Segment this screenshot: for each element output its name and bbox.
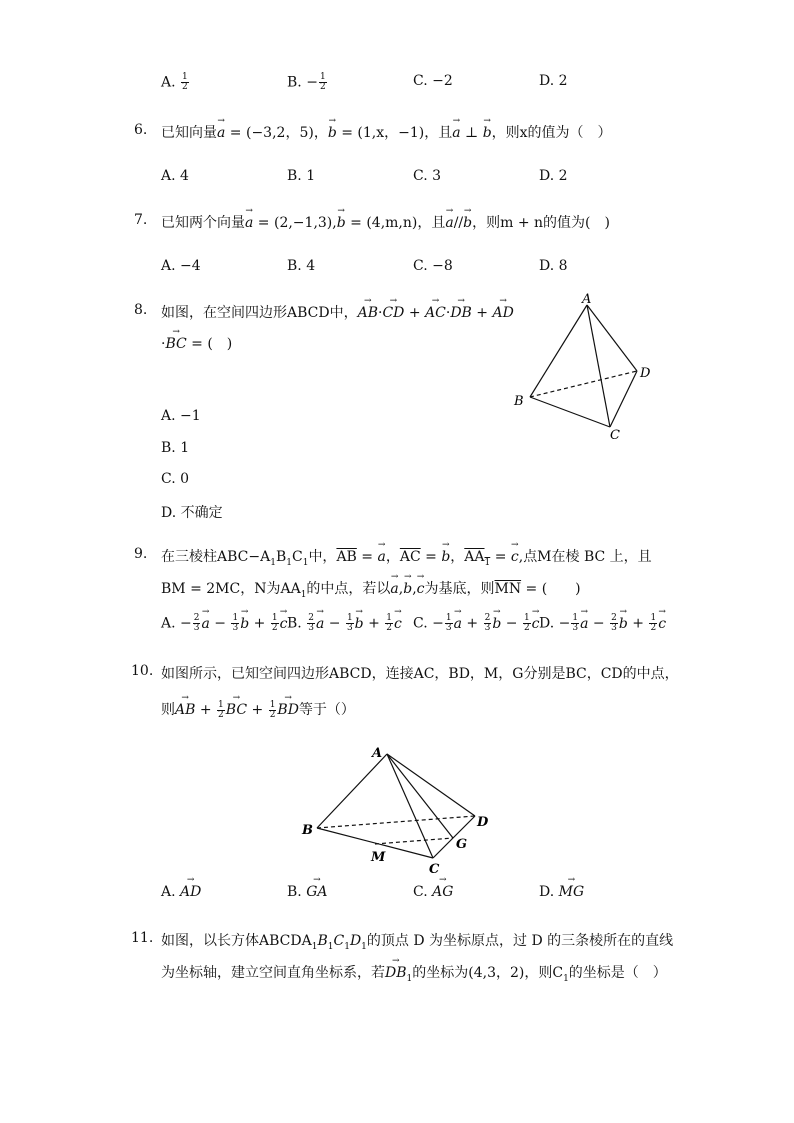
q8-option-b: B. 1 [161, 440, 190, 456]
q9-option-b: B. $\frac{2}{3}$ → a − $\frac{1}{3}$ → b + $\frac{1}{2}$ → c [287, 614, 402, 633]
q9-number: 9. [134, 546, 148, 562]
q10-tetrahedron-figure [295, 740, 505, 880]
q8-option-c: C. 0 [161, 471, 190, 487]
q10-option-b: B. → GA [287, 884, 328, 900]
q6-option-b: B. 1 [287, 168, 316, 184]
q11-stem-line1: 如图，以长方体$ABCDA_1B_1C_1D_1$的顶点 D 为坐标原点，过 D 的三条棱所在的直线 [161, 933, 674, 952]
q5-option-b: B. − $\frac{1}{2}$ [287, 72, 326, 92]
q9-stem-line1: 在三棱柱$ABC-A_1B_1C_1$中，$\overline{AB}$ = → a，$\overline{AC}$ = → b，$AA_1$ = → c,点M在棱 BC 上，且 [161, 546, 652, 568]
q10-stem-line2: 则→ AB + $\frac{1}{2}$ → BC + $\frac{1}{2}$ → BD等于（） [161, 699, 355, 720]
q8-stem-line1: 如图，在空间四边形ABCD中，→ AB·→ CD + → AC·→ DB + → AD [161, 302, 514, 322]
q10-stem-line1: 如图所示，已知空间四边形ABCD，连接AC，BD，M，G分别是BC，CD的中点， [161, 666, 679, 682]
q9-option-d: D. − $\frac{1}{3}$ → a − $\frac{2}{3}$ → b + $\frac{1}{2}$ → c [539, 614, 666, 633]
q10-number: 10. [131, 663, 154, 679]
q6-number: 6. [134, 122, 148, 138]
q6-option-d: D. 2 [539, 168, 568, 184]
q10-label-m: M [371, 850, 386, 865]
q8-number: 8. [134, 302, 148, 318]
q8-option-a: A. −1 [161, 408, 201, 424]
q5-option-d: D. 2 [539, 73, 568, 89]
q6-option-a: A. 4 [161, 168, 189, 184]
q8-option-d: D. 不确定 [161, 505, 223, 521]
q11-number: 11. [131, 930, 154, 946]
q6-stem: 已知向量→ a = (−3,2，5)，→ b = (1,x，−1)，且→ a ⊥ → b，则x的值为（ ） [161, 122, 612, 142]
q7-option-b: B. 4 [287, 258, 316, 274]
q10-label-d: D [477, 815, 489, 830]
q8-label-b: B [514, 394, 524, 409]
q8-label-d: D [640, 366, 651, 381]
q10-label-g: G [456, 837, 468, 852]
q7-option-d: D. 8 [539, 258, 568, 274]
q7-option-c: C. −8 [413, 258, 453, 274]
q9-option-a: A. − $\frac{2}{3}$ → a − $\frac{1}{3}$ → b + $\frac{1}{2}$ → c [161, 614, 287, 633]
q8-label-a: A [582, 292, 592, 307]
q10-option-d: D. → MG [539, 884, 584, 900]
q6-option-c: C. 3 [413, 168, 442, 184]
q10-label-a: A [372, 746, 383, 761]
q10-option-c: C. → AG [413, 884, 453, 900]
q7-stem: 已知两个向量→ a = (2,−1,3),→ b = (4,m,n)，且→ a//→ b，则m + n的值为( ) [161, 212, 610, 232]
q8-tetrahedron-figure [505, 285, 665, 445]
q8-stem-line2: ·→ BC = ( ) [161, 333, 232, 353]
q10-label-c: C [429, 862, 440, 877]
q5-option-a: A. $\frac{1}{2}$ [161, 72, 188, 92]
q10-option-a: A. → AD [161, 884, 201, 900]
q8-label-c: C [610, 428, 620, 443]
q9-option-c: C. − $\frac{1}{3}$ → a + $\frac{2}{3}$ → b − $\frac{1}{2}$ → c [413, 614, 540, 633]
q11-stem-line2: 为坐标轴，建立空间直角坐标系，若→ $DB_1$的坐标为(4,3，2)，则$C_1$的坐标是（ ） [161, 962, 667, 984]
q5-option-c: C. −2 [413, 73, 453, 89]
q9-stem-line2: BM = 2MC，N为$AA_1$的中点，若以→ a,→ b,→ c为基底，则$\overline{MN}$ = ( ) [161, 578, 581, 600]
q7-option-a: A. −4 [161, 258, 201, 274]
q7-number: 7. [134, 212, 148, 228]
q10-label-b: B [302, 823, 313, 838]
